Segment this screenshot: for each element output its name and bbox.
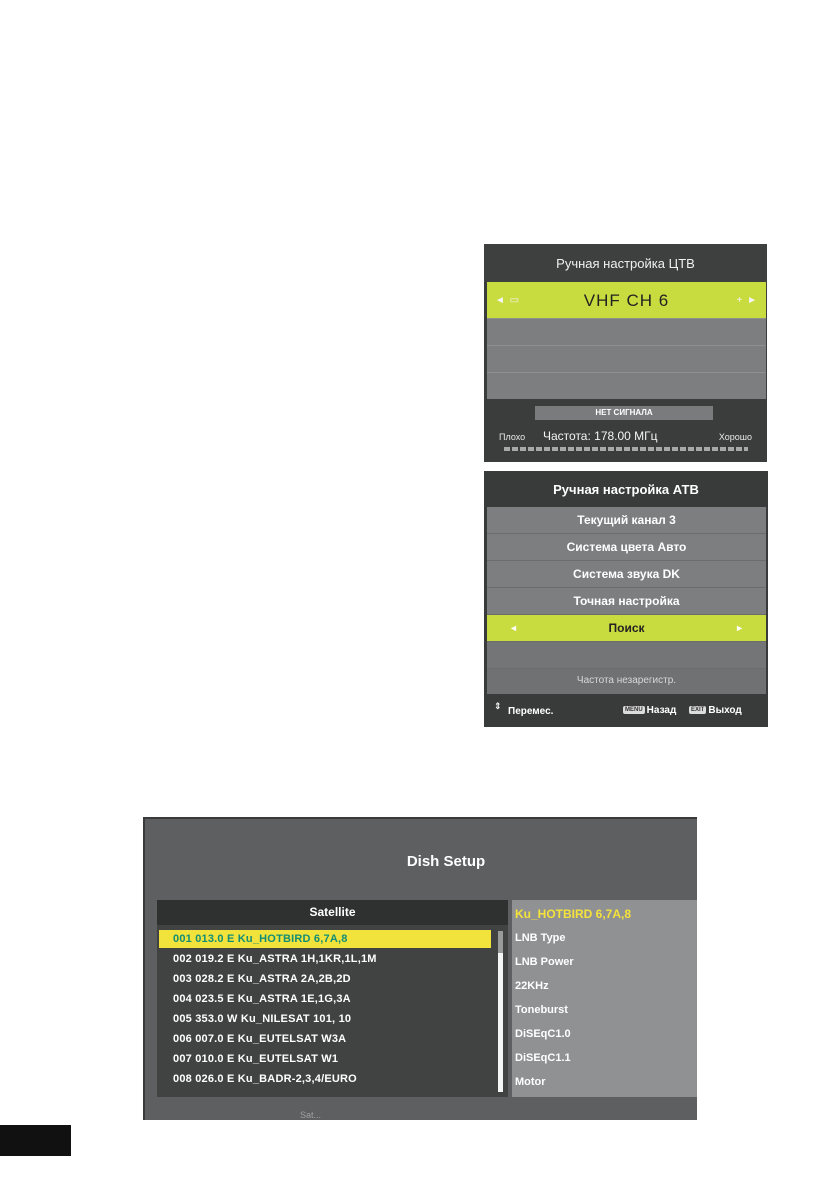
signal-strength-meter xyxy=(504,447,748,451)
dtv-manual-tuning-panel xyxy=(484,244,767,462)
satellite-row[interactable]: 003 028.2 E Ku_ASTRA 2A,2B,2D xyxy=(173,973,351,985)
dtv-panel-title: Ручная настройка ЦТВ xyxy=(484,244,767,282)
exit-hint[interactable] xyxy=(689,705,742,716)
exit-key-icon: EXIT xyxy=(691,707,705,714)
menu-item-label: Точная настройка xyxy=(573,594,680,608)
satellite-row[interactable]: 008 026.0 E Ku_BADR-2,3,4/EURO xyxy=(173,1073,357,1085)
satellite-row[interactable]: 004 023.5 E Ku_ASTRA 1E,1G,3A xyxy=(173,993,351,1005)
satellite-row[interactable]: 007 010.0 E Ku_EUTELSAT W1 xyxy=(173,1053,339,1065)
arrow-right-icon[interactable]: ► xyxy=(735,623,744,633)
menu-item-label: Текущий канал 3 xyxy=(577,513,676,527)
frequency-readout: Частота: 178.00 МГц xyxy=(543,429,658,443)
menu-item-search[interactable] xyxy=(487,615,766,642)
satellite-list-scrollbar[interactable] xyxy=(498,931,503,1092)
status-badge: НЕТ СИГНАЛА xyxy=(535,406,713,420)
option-lnb-power[interactable]: LNB Power xyxy=(515,956,574,968)
atv-footer xyxy=(484,699,768,727)
empty-row xyxy=(487,372,766,399)
option-motor[interactable]: Motor xyxy=(515,1076,546,1088)
up-down-arrows-icon: ⇕ xyxy=(494,701,502,711)
page-tab xyxy=(0,1125,71,1156)
signal-bad-label: Плохо xyxy=(499,432,526,442)
atv-manual-tuning-panel xyxy=(484,471,768,727)
frequency-note: Частота незарегистр. xyxy=(487,669,766,694)
menu-item-current-channel[interactable] xyxy=(487,507,766,534)
menu-item-sound-system[interactable] xyxy=(487,561,766,588)
empty-row xyxy=(487,642,766,669)
arrow-left-icon[interactable]: ◄ xyxy=(509,623,518,633)
option-lnb-type[interactable]: LNB Type xyxy=(515,932,566,944)
back-hint[interactable] xyxy=(623,705,676,716)
option-toneburst[interactable]: Toneburst xyxy=(515,1004,568,1016)
satellite-list-header: Satellite xyxy=(157,900,508,925)
exit-label: Выход xyxy=(708,705,742,716)
atv-panel-title: Ручная настройка АТВ xyxy=(553,482,699,497)
satellite-row[interactable]: 005 353.0 W Ku_NILESAT 101, 10 xyxy=(173,1013,352,1025)
satellite-row[interactable]: 006 007.0 E Ku_EUTELSAT W3A xyxy=(173,1033,347,1045)
channel-value: VHF CH 6 xyxy=(583,291,670,310)
menu-item-label: Система звука DK xyxy=(573,567,680,581)
channel-selector[interactable] xyxy=(487,282,766,318)
menu-item-color-system[interactable] xyxy=(487,534,766,561)
satellite-row[interactable]: 002 019.2 E Ku_ASTRA 1H,1KR,1L,1M xyxy=(173,953,377,965)
dish-setup-panel xyxy=(143,817,697,1120)
bottom-hint: Sat... xyxy=(300,1110,322,1120)
signal-good-label: Хорошо xyxy=(718,432,752,442)
satellite-row[interactable]: 001 013.0 E Ku_HOTBIRD 6,7A,8 xyxy=(159,930,491,948)
menu-item-label: Система цвета Авто xyxy=(566,540,687,554)
option-diseqc-1-1[interactable]: DiSEqC1.1 xyxy=(515,1052,571,1064)
dish-setup-title: Dish Setup xyxy=(406,853,486,870)
satellite-options-panel xyxy=(512,900,697,1097)
satellite-list xyxy=(157,900,508,1097)
arrow-right-icon[interactable]: + ► xyxy=(736,295,758,306)
menu-item-fine-tune[interactable] xyxy=(487,588,766,615)
arrow-left-icon[interactable]: ◄ ▭ xyxy=(495,295,521,306)
back-label: Назад xyxy=(646,705,677,716)
option-22khz[interactable]: 22KHz xyxy=(515,980,549,992)
menu-item-label: Поиск xyxy=(608,621,645,635)
scrollbar-thumb[interactable] xyxy=(498,931,503,953)
selected-satellite-name: Ku_HOTBIRD 6,7A,8 xyxy=(515,907,632,921)
move-hint: Перемес. xyxy=(508,706,554,717)
empty-row xyxy=(487,318,766,345)
menu-key-icon: MENU xyxy=(625,707,643,714)
empty-row xyxy=(487,345,766,372)
option-diseqc-1-0[interactable]: DiSEqC1.0 xyxy=(515,1028,571,1040)
